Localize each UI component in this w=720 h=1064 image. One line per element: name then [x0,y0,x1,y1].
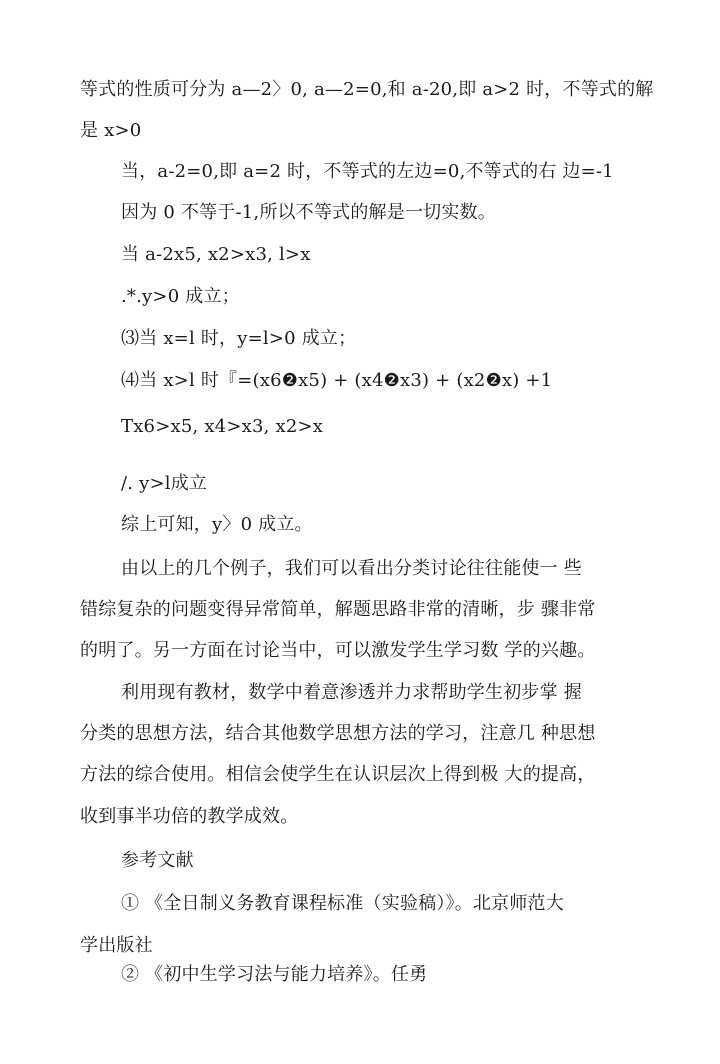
text-line: ⑶当 x=l 时，y=l>0 成立； [121,328,357,349]
paragraph-line: 收到事半功倍的教学成效。 [80,806,299,827]
reference-item: ② 《初中生学习法与能力培养》。任勇 [121,964,428,985]
paragraph-line: 分类的思想方法，结合其他数学思想方法的学习，注意几 种思想 [80,723,596,744]
paragraph-line: 利用现有教材，数学中着意渗透并力求帮助学生初步掌 握 [121,682,582,703]
reference-item-continuation: 学出版社 [80,935,153,956]
text-line: 当 a-2x5, x2>x3, l>x [121,244,311,265]
paragraph-line: 方法的综合使用。相信会使学生在认识层次上得到极 大的提高， [80,764,596,785]
paragraph-line: 由以上的几个例子，我们可以看出分类讨论往往能使一 些 [121,558,582,579]
paragraph-line: 错综复杂的问题变得异常简单，解题思路非常的清晰，步 骤非常 [80,599,596,620]
text-line: 是 x>0 [80,120,142,141]
text-line: 等式的性质可分为 a—2〉0, a—2=0,和 a-20,即 a>2 时，不等式的解 [80,79,654,100]
text-line: 当，a-2=0,即 a=2 时，不等式的左边=0,不等式的右 边=-1 [121,161,614,182]
text-line: .*.y>0 成立； [121,286,240,307]
text-line: 因为 0 不等于-1,所以不等式的解是一切实数。 [121,202,496,223]
references-heading: 参考文献 [121,850,194,871]
text-line: 综上可知，y〉0 成立。 [121,514,313,535]
text-line: ⑷当 x>l 时『=(x6❷x5) + (x4❷x3) + (x2❷x) +1 [121,370,553,391]
paragraph-line: 的明了。另一方面在讨论当中，可以激发学生学习数 学的兴趣。 [80,640,596,661]
text-line: /. y>l成立 [121,473,208,494]
reference-item: ① 《全日制义务教育课程标准（实验稿）》。北京师范大 [121,893,564,914]
text-line: Tx6>x5, x4>x3, x2>x [121,416,324,437]
